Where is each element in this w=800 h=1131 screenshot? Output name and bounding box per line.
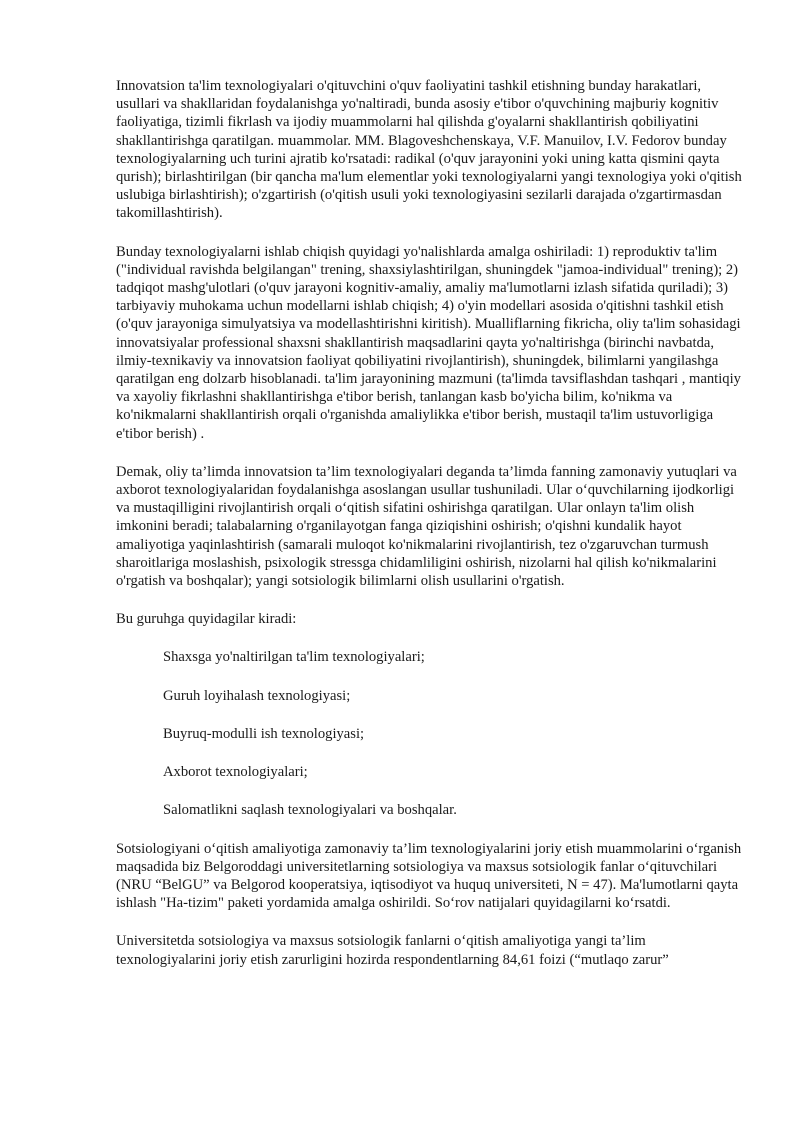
paragraph-survey-purpose: Sotsiologiyani o‘qitish amaliyotiga zamonaviy ta’lim texnologiyalarini joriy etish muammolarini o‘rganish maqsadida biz Belgoroddagi universitetlarning sotsiologiya va maxsus sotsiologik fanlar o‘qituvchilari (NRU “BelGU” va Belgorod kooperatsiya, iqtisodiyot va huquq universiteti, N = 47). Ma'lumotlarni qayta ishlash "Ha-tizim" paketi yordamida amalga oshirildi. So‘rov natijalari quyidagilarni ko‘rsatdi. [116, 840, 742, 912]
list-item: Buyruq-modulli ish texnologiyasi; [163, 725, 365, 742]
list-item: Salomatlikni saqlash texnologiyalari va boshqalar. [163, 802, 457, 819]
paragraph-definition: Demak, oliy ta’limda innovatsion ta’lim texnologiyalari deganda ta’limda fanning zamonaviy yutuqlari va axborot texnologiyalaridan foydalanishga asoslangan usullar tushuniladi. Ular o‘quvchilarning ijodkorligi va mustaqilligini rivojlantirish orqali o‘qitish sifatini oshirishga qaratilgan. Ular onlayn ta'lim olish imkonini beradi; talabalarning o'rganilayotgan fanga qiziqishini oshirish; o'qishni kundalik hayot amaliyotiga yaqinlashtirish (samarali muloqot ko'nikmalarini rivojlantirish, tez o'zgaruvchan turmush sharoitlariga moslashish, psixologik stressga chidamliligini oshirish, nizolarni hal qilish ko'nikmalarini o'rgatish va boshqalar); yangi sotsiologik bilimlarni olish usullarini o'rgatish. [116, 463, 737, 590]
paragraph-group-intro: Bu guruhga quyidagilar kiradi: [116, 611, 297, 628]
document-body [116, 77, 742, 989]
paragraph-innovation-types: Innovatsion ta'lim texnologiyalari o'qituvchini o'quv faoliyatini tashkil etishning bunday harakatlari, usullari va shakllaridan foydalanishga yo'naltiradi, bunda asosiy e'tibor o'quvchining majburiy kognitiv faoliyatiga, tizimli fikrlash va ijodiy muammolarni hal qilishda g'oyalarni shakllantirish qobiliyatini shakllantirishga qaratilgan. muammolar. MM. Blagoveshchenskaya, V.F. Manuilov, I.V. Fedorov bunday texnologiyalarning uch turini ajratib ko'rsatadi: radikal (o'quv jarayonini yoki uning katta qismini qayta qurish); birlashtirilgan (bir qancha ma'lum elementlar yoki texnologiyalarni yangi texnologiya yoki o'qitish uslubiga birlashtirish); o'zgartirish (o'qitish usuli yoki texnologiyasini sezilarli darajada o'zgartirmasdan takomillashtirish). [116, 78, 742, 222]
list-item: Guruh loyihalash texnologiyasi; [163, 687, 351, 704]
technology-list [116, 648, 742, 819]
paragraph-development-directions: Bunday texnologiyalarni ishlab chiqish quyidagi yo'nalishlarda amalga oshiriladi: 1) reproduktiv ta'lim ("individual ravishda belgilangan" trening, shaxsiylashtirilgan, shuningdek "jamoa-individual" trening); 2) tadqiqot mashg'ulotlari (o'quv jarayoni kognitiv-amaliy, amaliy ma'lumotlarni izlash sifatida quriladi); 3) tarbiyaviy muhokama uchun modellarni ishlab chiqish; 4) o'yin modellari asosida o'qitishni tashkil etish (o'quv jarayoniga simulyatsiya va modellashtirishni kiritish). Mualliflarning fikricha, oliy ta'lim sohasidagi innovatsiyalar professional shaxsni shakllantirish maqsadlarini qayta yo'naltirishga (birinchi navbatda, ilmiy-texnikaviy va innovatsion faoliyat qobiliyatini rivojlantirish), shuningdek, bilimlarni yangilashga qaratilgan eng dolzarb hisoblanadi. ta'lim jarayonining mazmuni (ta'limda tavsiflashdan tashqari , mantiqiy va xayoliy fikrlashni shakllantirishga e'tibor berish, tanlangan kasb bo'yicha bilim, ko'nikma va ko'nikmalarni shakllantirish orqali o'rganishda amaliylikka e'tibor berish, mustaqil ta'lim ustuvorligiga e'tibor berish) . [116, 243, 741, 442]
paragraph-survey-results: Universitetda sotsiologiya va maxsus sotsiologik fanlarni o‘qitish amaliyotiga yangi ta’lim texnologiyalarini joriy etish zarurligini hozirda respondentlarning 84,61 foizi (“mutlaqo zarur” [116, 933, 669, 968]
list-item: Shaxsga yo'naltirilgan ta'lim texnologiyalari; [163, 649, 425, 666]
list-item: Axborot texnologiyalari; [163, 764, 308, 781]
